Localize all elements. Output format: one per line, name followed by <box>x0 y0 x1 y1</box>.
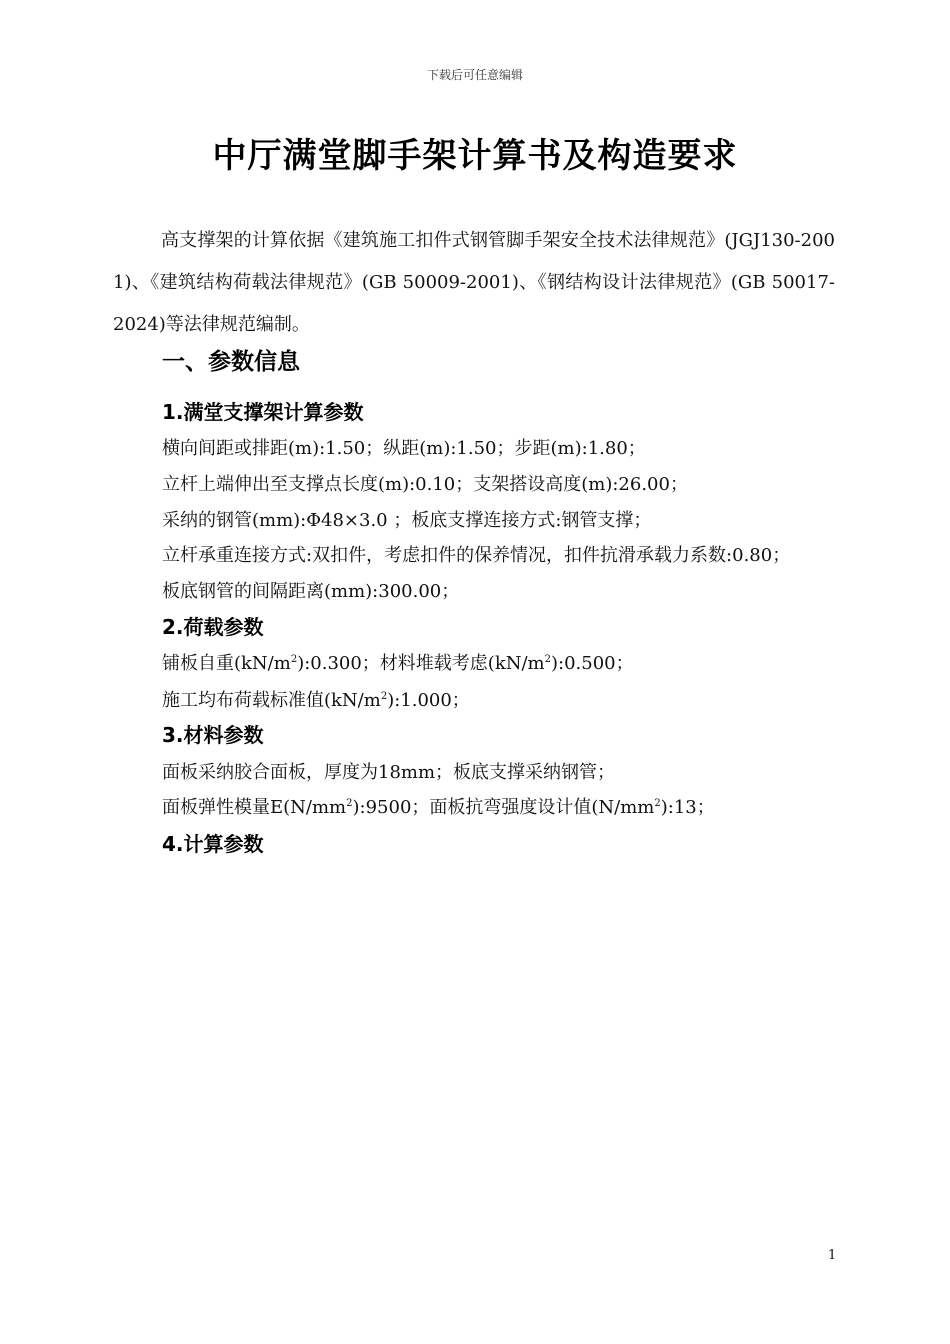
document-title: 中厅满堂脚手架计算书及构造要求 <box>212 136 738 176</box>
param-line: 横向间距或排距(m):1.50；纵距(m):1.50；步距(m):1.80； <box>162 438 646 459</box>
material-line-1: 面板采纳胶合面板，厚度为18mm；板底支撑采纳钢管； <box>162 762 616 783</box>
load-line-2: 施工均布荷载标准值$(kN/m^2):1.000$； <box>162 690 470 711</box>
subheading-calculation: 4.计算参数 <box>162 832 264 856</box>
param-line: 立杆上端伸出至支撑点长度(m):0.10；支架搭设高度(m):26.00； <box>162 474 688 495</box>
subheading-support-frame: 1.满堂支撑架计算参数 <box>162 400 364 424</box>
subheading-load: 2.荷载参数 <box>162 615 264 639</box>
subheading-material: 3.材料参数 <box>162 723 264 747</box>
section-heading-parameters: 一、参数信息 <box>162 349 300 375</box>
intro-paragraph: 高支撑架的计算依据《建筑施工扣件式钢管脚手架安全技术法律规范》(JGJ130-2001)、《建筑结构荷载法律规范》(GB 50009-2001)、《钢结构设计法律规范》(GB 50017-2024)等法律规范编制。 <box>113 230 835 335</box>
param-line: 采纳的钢管(mm):Φ48×3.0 ；板底支撑连接方式:钢管支撑； <box>162 510 652 531</box>
page-number: 1 <box>828 1248 837 1263</box>
page-header: 下载后可任意编辑 <box>426 68 523 82</box>
param-line: 立杆承重连接方式:双扣件，考虑扣件的保养情况，扣件抗滑承载力系数:0.80； <box>162 545 791 566</box>
param-line: 板底钢管的间隔距离(mm):300.00； <box>162 581 460 602</box>
material-line-2: 面板弹性模量$E(N/mm^2):9500$；面板抗弯强度设计值$(N/mm^2):13$； <box>162 797 715 818</box>
load-line-1: 铺板自重$(kN/m^2):0.300$；材料堆载考虑$(kN/m^2):0.500$； <box>162 653 634 674</box>
